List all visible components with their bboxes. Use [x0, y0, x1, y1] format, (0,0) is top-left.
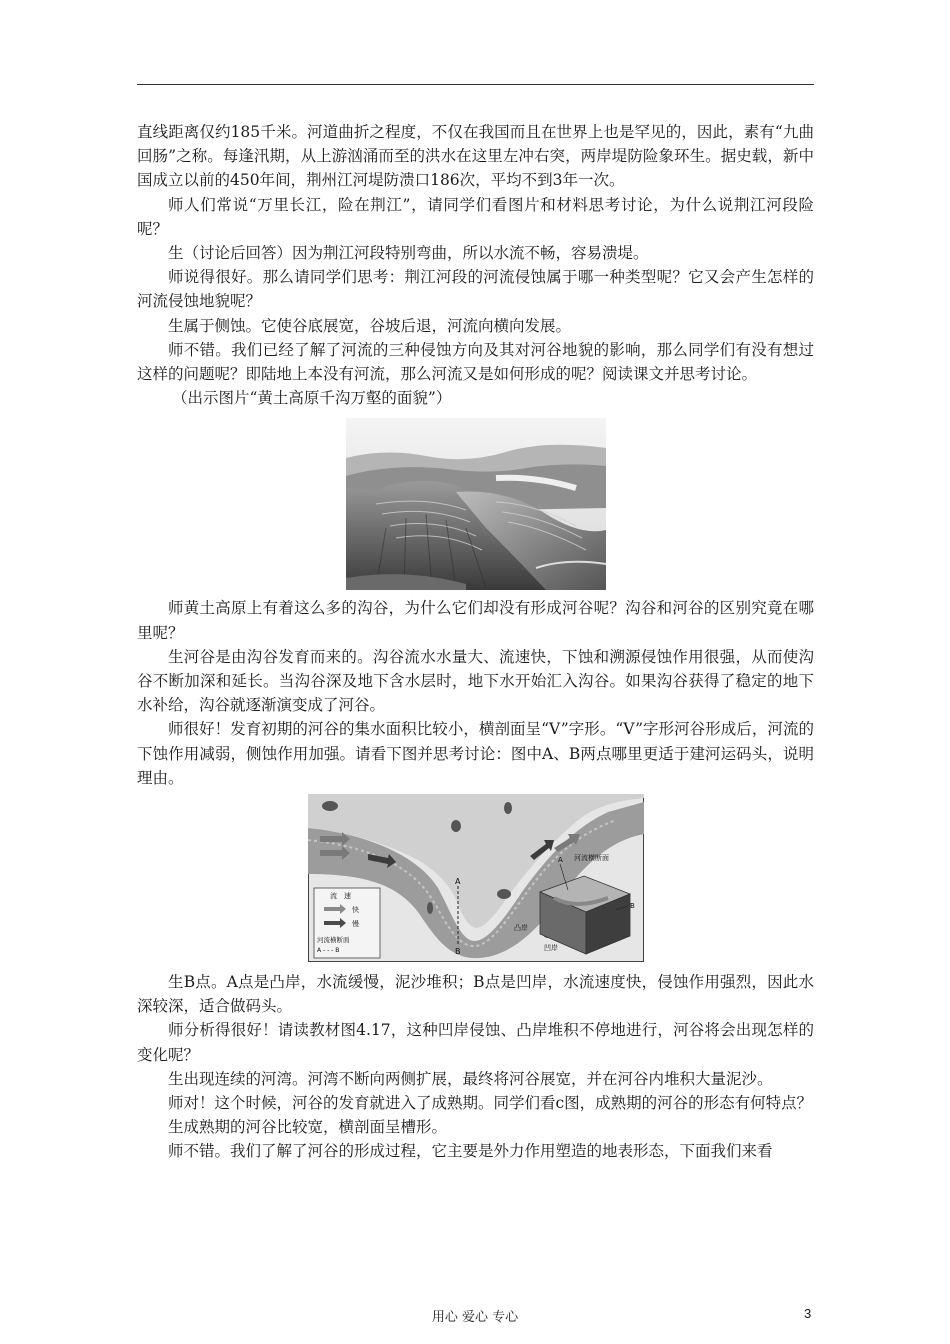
paragraph: 生河谷是由沟谷发育而来的。沟谷流水水量大、流速快，下蚀和溯源侵蚀作用很强，从而使沟谷不断加深和延长。当沟谷深及地下含水层时，地下水开始汇入沟谷。如果沟谷获得了稳定的地下水补给，沟谷就逐渐演变成了河谷。 — [137, 647, 814, 715]
legend-box — [314, 888, 380, 958]
paragraph: 师说得很好。那么请同学们思考：荆江河段的河流侵蚀属于哪一种类型呢？它又会产生怎样的河流侵蚀地貌呢？ — [137, 268, 814, 311]
point-a-label: A — [454, 877, 460, 887]
paragraph: 师分析得很好！请读教材图4.17，这种凹岸侵蚀、凸岸堆积不停地进行，河谷将会出现怎样的变化呢？ — [137, 1021, 814, 1064]
legend-ab: A - - - B — [316, 947, 339, 955]
river-bend-diagram — [308, 794, 644, 962]
paragraphs-top — [137, 120, 814, 386]
photo-container — [137, 418, 814, 590]
paragraph: 生成熟期的河谷比较宽，横剖面呈槽形。 — [168, 1118, 448, 1137]
loess-plateau-photo — [346, 418, 606, 590]
page-content — [137, 120, 814, 1164]
paragraph: 生B点。A点是凸岸，水流缓慢，泥沙堆积；B点是凹岸，水流速度快，侵蚀作用强烈，因此水深较深，适合做码头。 — [137, 973, 814, 1016]
paragraph: 师不错。我们了解了河谷的形成过程，它主要是外力作用塑造的地表形态，下面我们来看 — [168, 1142, 773, 1161]
point-b-label: B — [454, 947, 460, 957]
legend-section: 河流横断面 — [316, 936, 349, 945]
legend-title: 流 速 — [329, 892, 351, 901]
block-a-label: A — [557, 856, 563, 865]
paragraphs-middle — [137, 596, 814, 790]
paragraph: 师人们常说“万里长江，险在荆江”，请同学们看图片和材料思考讨论，为什么说荆江河段险呢？ — [137, 195, 814, 238]
paragraph: 生属于侧蚀。它使谷底展宽，谷坡后退，河流向横向发展。 — [168, 316, 572, 335]
concave-bank-label: 凹岸 — [543, 944, 558, 953]
photo-caption: （出示图片“黄土高原千沟万壑的面貌”） — [172, 389, 452, 408]
paragraph: 师黄土高原上有着这么多的沟谷，为什么它们却没有形成河谷呢？沟谷和河谷的区别究竟在哪里呢？ — [137, 599, 814, 642]
paragraph: 师不错。我们已经了解了河流的三种侵蚀方向及其对河谷地貌的影响，那么同学们有没有想过这样的问题呢？即陆地上本没有河流，那么河流又是如何形成的呢？阅读课文并思考讨论。 — [137, 340, 814, 384]
paragraph: 生（讨论后回答）因为荆江河段特别弯曲，所以水流不畅，容易溃堤。 — [168, 244, 649, 263]
paragraph: 生出现连续的河湾。河湾不断向两侧扩展，最终将河谷展宽，并在河谷内堆积大量泥沙。 — [168, 1069, 773, 1088]
block-title: 河流横断面 — [573, 854, 609, 863]
header-rule — [137, 84, 814, 85]
page-number: 3 — [804, 1306, 812, 1321]
block-b-label: B — [629, 902, 635, 911]
paragraph: 师对！这个时候，河谷的发育就进入了成熟期。同学们看c图，成熟期的河谷的形态有何特点？ — [168, 1094, 813, 1113]
paragraphs-bottom — [137, 970, 814, 1164]
legend-fast: 快 — [351, 906, 359, 915]
convex-bank-label: 凸岸 — [513, 924, 528, 933]
legend-slow: 慢 — [351, 920, 359, 929]
paragraph: 师很好！发育初期的河谷的集水面积比较小，横剖面呈“V”字形。“V”字形河谷形成后，河流的下蚀作用减弱，侧蚀作用加强。请看下图并思考讨论：图中A、B两点哪里更适于建河运码头，说明理由。 — [137, 720, 814, 787]
paragraph: 直线距离仅约185千米。河道曲折之程度，不仅在我国而且在世界上也是罕见的，因此，素有“九曲回肠”之称。每逢汛期，从上游汹涌而至的洪水在这里左冲右突，两岸堤防险象环生。据史载，新中国成立以前的450年间，荆州江河堤防溃口186次，平均不到3年一次。 — [137, 123, 814, 190]
footer-motto: 用心 爱心 专心 — [431, 1310, 519, 1325]
